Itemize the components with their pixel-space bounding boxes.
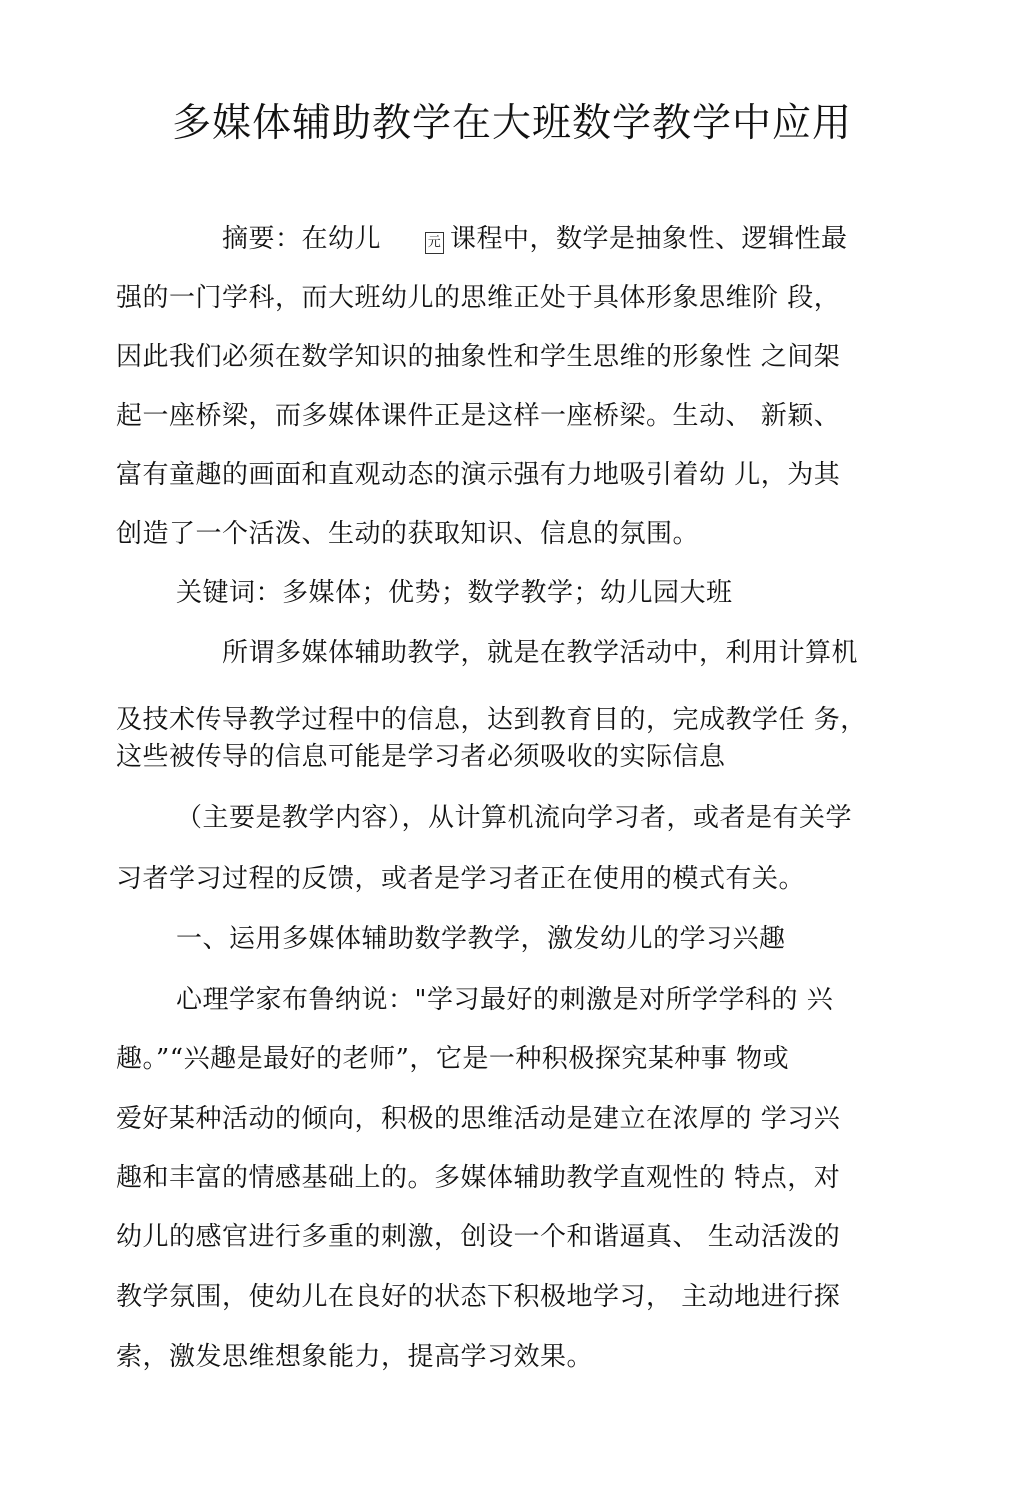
abstract-line-2: 强的一门学科，而大班幼儿的思维正处于具体形象思维阶 段， [116, 283, 841, 313]
paragraph-2-line-1: 心理学家布鲁纳说："学习最好的刺激是对所学学科的 兴 [176, 985, 834, 1015]
section-heading-1: 一、运用多媒体辅助数学教学，激发幼儿的学习兴趣 [176, 924, 786, 954]
paragraph-1-line-1: 所谓多媒体辅助教学，就是在教学活动中，利用计算机 [222, 638, 859, 668]
paragraph-2-line-7: 索，激发思维想象能力，提高学习效果。 [116, 1342, 594, 1372]
abstract-line-1 [222, 224, 848, 254]
broken-glyph-icon: 元 [425, 232, 444, 254]
paragraph-1-line-5: 习者学习过程的反馈，或者是学习者正在使用的模式有关。 [116, 864, 806, 894]
abstract-line-6: 创造了一个活泼、生动的获取知识、信息的氛围。 [116, 519, 700, 549]
paragraph-2-line-2: 趣。”“兴趣是最好的老师”，它是一种积极探究某种事 物或 [116, 1044, 790, 1074]
document-title: 多媒体辅助教学在大班数学教学中应用 [171, 101, 852, 146]
abstract-line-4: 起一座桥梁，而多媒体课件正是这样一座桥梁。生动、 新颖、 [116, 401, 841, 431]
keywords-line: 关键词：多媒体；优势；数学教学；幼儿园大班 [176, 578, 733, 608]
paragraph-2-line-6: 教学氛围，使幼儿在良好的状态下积极地学习， 主动地进行探 [116, 1282, 841, 1312]
paragraph-2-line-3: 爱好某种活动的倾向，积极的思维活动是建立在浓厚的 学习兴 [116, 1104, 841, 1134]
paragraph-2-line-4: 趣和丰富的情感基础上的。多媒体辅助教学直观性的 特点，对 [116, 1163, 841, 1193]
paragraph-1-line-3: 这些被传导的信息可能是学习者必须吸收的实际信息 [116, 742, 726, 772]
paragraph-1-line-4: （主要是教学内容），从计算机流向学习者，或者是有关学 [176, 803, 853, 833]
paragraph-2-line-5: 幼儿的感官进行多重的刺激，创设一个和谐逼真、 生动活泼的 [116, 1222, 841, 1252]
abstract-line-3: 因此我们必须在数学知识的抽象性和学生思维的形象性 之间架 [116, 342, 841, 372]
paragraph-1-line-2: 及技术传导教学过程中的信息，达到教育目的，完成教学任 务， [116, 705, 867, 735]
abstract-line-1-rest: 课程中，数学是抽象性、逻辑性最 [450, 224, 848, 254]
abstract-line-5: 富有童趣的画面和直观动态的演示强有力地吸引着幼 儿，为其 [116, 460, 841, 490]
abstract-label-text: 摘要：在幼儿 [222, 224, 382, 254]
